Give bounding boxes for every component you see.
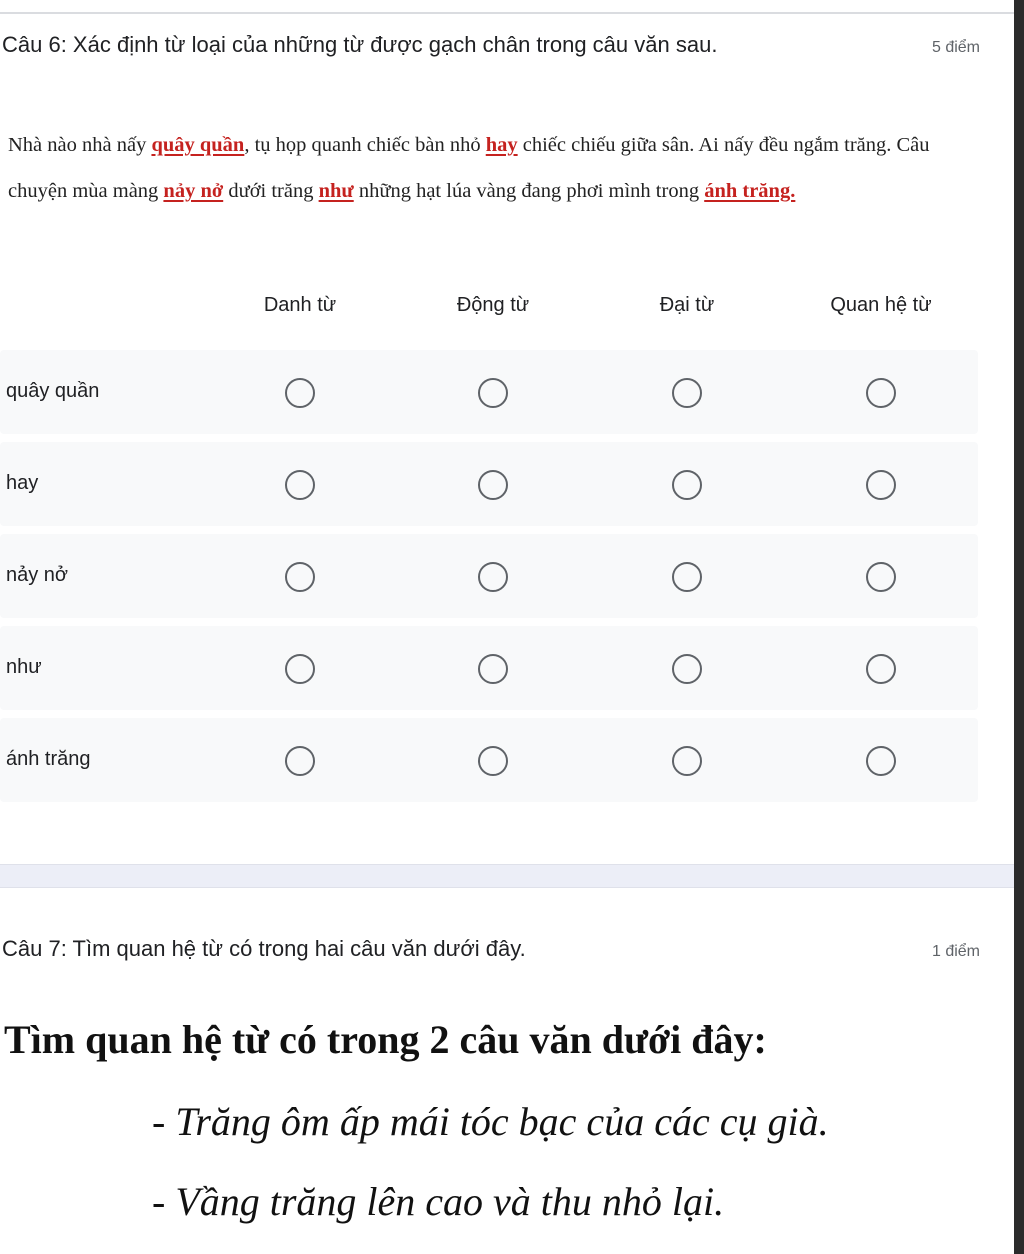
question-6-passage — [8, 122, 983, 214]
radio-hay-dong-tu[interactable] — [478, 470, 508, 500]
row-label: hay — [6, 472, 39, 494]
passage-text: dưới trăng — [223, 180, 319, 202]
underlined-word-nhu: như — [318, 180, 354, 202]
radio-anh-trang-quan-he-tu[interactable] — [866, 746, 896, 776]
question-6-card — [0, 14, 1014, 864]
radio-quay-quan-dong-tu[interactable] — [478, 378, 508, 408]
radio-nhu-quan-he-tu[interactable] — [866, 654, 896, 684]
column-header-dai-tu: Đại từ — [659, 294, 715, 316]
underlined-word-hay: hay — [485, 134, 518, 156]
row-label: quây quần — [6, 380, 100, 402]
column-header-dong-tu: Động từ — [456, 294, 530, 316]
window-edge — [1014, 0, 1024, 1254]
underlined-word-quay-quan: quây quần — [151, 134, 245, 156]
radio-nay-no-danh-tu[interactable] — [285, 562, 315, 592]
radio-hay-danh-tu[interactable] — [285, 470, 315, 500]
card-separator — [0, 864, 1014, 888]
radio-anh-trang-dai-tu[interactable] — [672, 746, 702, 776]
radio-anh-trang-danh-tu[interactable] — [285, 746, 315, 776]
question-7-card — [0, 888, 1014, 1254]
question-6-points: 5 điểm — [931, 39, 980, 56]
passage-text: , tụ họp quanh chiếc bàn nhỏ — [244, 134, 486, 156]
grid-row-quay-quan — [0, 350, 978, 434]
column-header-danh-tu: Danh từ — [263, 294, 337, 316]
radio-quay-quan-danh-tu[interactable] — [285, 378, 315, 408]
radio-nay-no-dong-tu[interactable] — [478, 562, 508, 592]
row-label: nảy nở — [6, 564, 69, 586]
grid-row-hay — [0, 442, 978, 526]
grid-column-headers — [0, 294, 980, 324]
radio-hay-quan-he-tu[interactable] — [866, 470, 896, 500]
passage-text: chiếc chiếu giữa sân. Ai nấy đều ngắm trăng. Câu chuyện mùa màng — [8, 134, 930, 202]
radio-nhu-dai-tu[interactable] — [672, 654, 702, 684]
question-7-header — [2, 936, 982, 962]
radio-quay-quan-quan-he-tu[interactable] — [866, 378, 896, 408]
radio-nhu-danh-tu[interactable] — [285, 654, 315, 684]
passage-text: những hạt lúa vàng đang phơi mình trong — [353, 180, 705, 202]
radio-hay-dai-tu[interactable] — [672, 470, 702, 500]
row-label: ánh trăng — [6, 748, 91, 770]
underlined-word-nay-no: nảy nở — [163, 180, 224, 202]
radio-anh-trang-dong-tu[interactable] — [478, 746, 508, 776]
radio-nay-no-quan-he-tu[interactable] — [866, 562, 896, 592]
question-6-title: Câu 6: Xác định từ loại của những từ được gạch chân trong câu văn sau. — [2, 32, 718, 57]
grid-row-anh-trang — [0, 718, 978, 802]
question-7-points: 1 điểm — [931, 943, 980, 960]
question-6-header — [2, 32, 982, 58]
passage-text: Nhà nào nhà nấy — [8, 134, 152, 156]
question-7-title: Câu 7: Tìm quan hệ từ có trong hai câu văn dưới đây. — [2, 936, 526, 961]
underlined-word-anh-trang: ánh trăng. — [704, 180, 796, 202]
row-label: như — [6, 656, 42, 678]
column-header-quan-he-tu: Quan hệ từ — [830, 294, 932, 316]
question-7-sentence-2: - Vầng trăng lên cao và thu nhỏ lại. — [152, 1179, 725, 1224]
grid-row-nay-no — [0, 534, 978, 618]
radio-quay-quan-dai-tu[interactable] — [672, 378, 702, 408]
radio-nay-no-dai-tu[interactable] — [672, 562, 702, 592]
question-7-image-heading: Tìm quan hệ từ có trong 2 câu văn dưới đây: — [4, 1017, 767, 1062]
question-7-sentence-1: - Trăng ôm ấp mái tóc bạc của các cụ già. — [152, 1099, 829, 1144]
grid-row-nhu — [0, 626, 978, 710]
radio-nhu-dong-tu[interactable] — [478, 654, 508, 684]
